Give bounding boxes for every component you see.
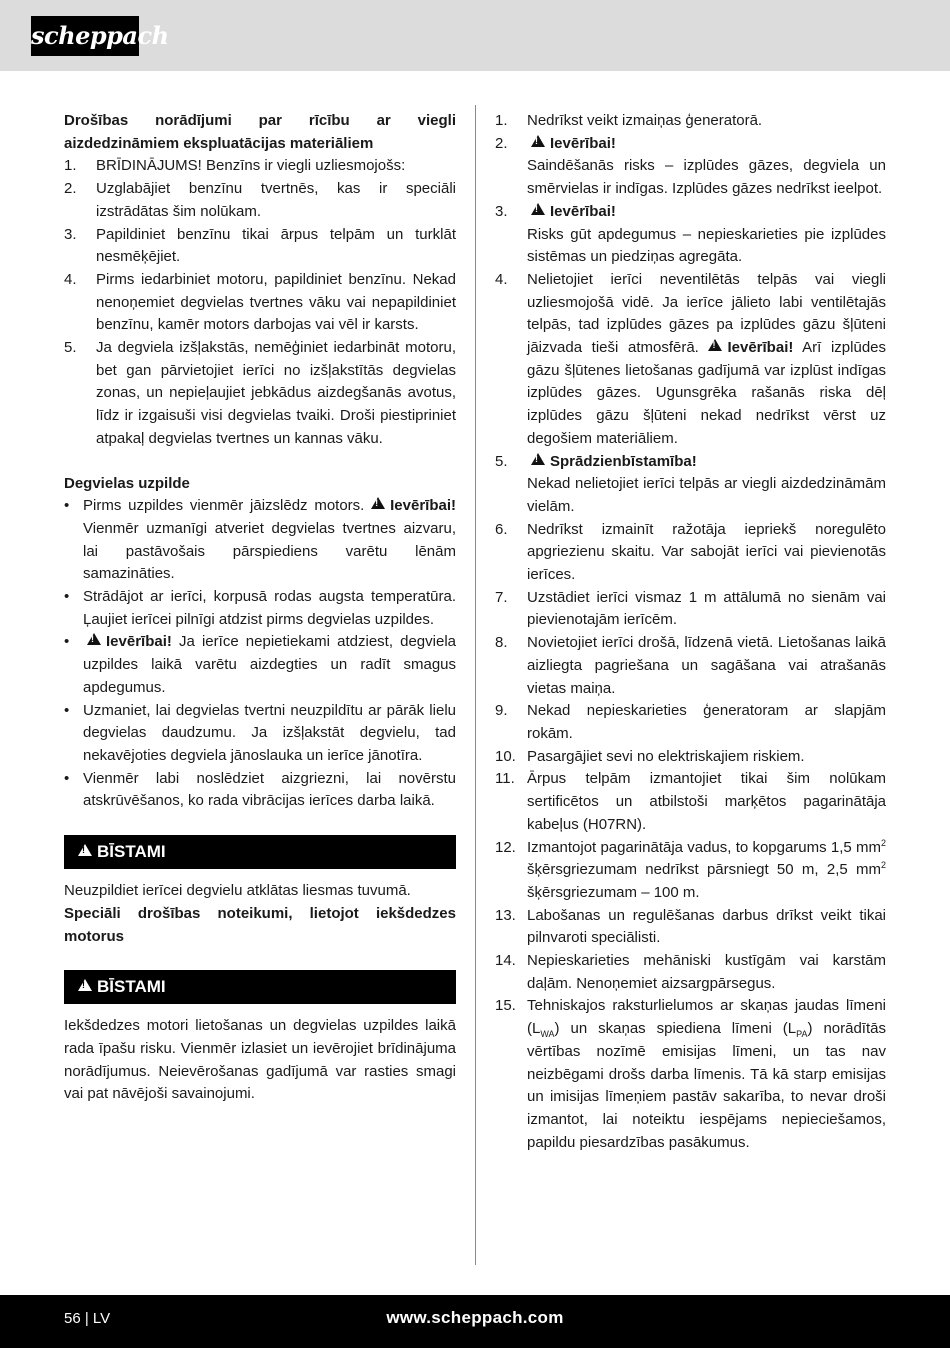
list-item: • Uzmaniet, lai degvielas tvertni neuzpildītu ar pārāk lielu degvielas daudzumu. Ja izšļakstāt degvielu, tad nekavējoties degviela jānoslauka un ierīce jānotīra. [64,701,456,764]
header-bar [0,0,950,71]
list-item: 2. Uzglabājiet benzīnu tvertnēs, kas ir speciāli izstrādātas šim nolūkam. [64,180,456,220]
list-item: 4. Pirms iedarbiniet motoru, papildiniet benzīnu. Nekad nenoņemiet degvielas tvertnes vāku vai nepapildiniet benzīnu, kamēr motors darbojas vai vēl ir karsts. [64,270,456,334]
list-item: 4. Nelietojiet ierīci neventilētās telpās vai viegli uzliesmojošā vidē. Ja ierīce jālieto labi ventilētajās telpās, tad izplūdes gāzes pa izplūdes gāzu šļūteni jāizvada tieši atmosfērā. !Ievērībai! Arī izplūdes gāzu šļūtenes lietošanas gadījumā var izplūst indīgas izplūdes gāzes. Ugunsgrēka rašanās riska dēļ izplūdes gāzu šļūteni nekad nedrīkst vērst uz degošiem materiāliem. [495,269,886,451]
warning-icon [371,497,385,509]
list-item: 6. Nedrīkst izmainīt ražotāja iepriekš noregulēto apgriezienu skaitu. Var sabojāt ierīci vai pievienotās ierīces. [495,520,886,584]
danger-text: Iekšdedzes motori lietošanas un degvielas uzpildes laikā rada īpašu risku. Vienmēr izlasiet un ievērojiet brīdinājuma norādījumus. Neievērošanas gadījumā var rasties smagi vai pat nāvējoši savainojumi. [64,1017,456,1103]
list-item: • Strādājot ar ierīci, korpusā rodas augsta temperatūra. Ļaujiet ierīcei pilnīgi atdzist pirms degvielas uzpildes. [64,588,456,628]
list-item: 11. Ārpus telpām izmantojiet tikai šim nolūkam sertificētos un atbilstoši marķētos pagarinātāja kabeļus (H07RN). [495,770,886,833]
footer-bar [0,1295,950,1348]
warning-icon [78,979,92,991]
list-item: 8. Novietojiet ierīci drošā, līdzenā vietā. Lietošanas laikā aizliegta pagriešana un sagāšana vai atrašanās vietas maiņa. [495,634,886,697]
warning-icon [78,844,92,856]
left-column [64,110,456,1106]
section-title-refuel: Degvielas uzpilde [64,474,190,492]
bullet-list-refuel [64,495,456,813]
list-item: 3. Papildiniet benzīnu tikai ārpus telpām un turklāt nesmēķējiet. [64,225,456,266]
list-item: 15. Tehniskajos raksturlielumos ar skaņas jaudas līmeni $(L_{WA})$ un skaņas spiediena līmeni $(L_{PA})$ norādītās vērtības nozīmē emisijas līmeni, un tas nav neizbēgami drošs darba līmenis. Tā kā starp emisijas un imisijas līmeņiem pastāv sakarība, to nevar droši izmantot, lai noteiktu iespējams nepieciešamos, papildu piesardzības pasākumus. [495,997,886,1151]
danger-text: Neuzpildiet ierīcei degvielu atklātas liesmas tuvumā. [64,882,411,900]
page-number: 56 | LV [64,1310,111,1327]
list-item: 10. Pasargājiet sevi no elektriskajiem riskiem. [495,747,805,765]
warning-icon [531,203,545,215]
danger-banner: !BĪSTAMI [64,835,456,869]
list-item: • Pirms uzpildes vienmēr jāizslēdz motors. !Ievērībai! Vienmēr uzmanīgi atveriet degvielas tvertnes aizvaru, lai pastāvošais pārspiediens varētu lēnām samazināties. [64,495,456,586]
list-item: 9. Nekad nepieskarieties ģeneratoram ar slapjām rokām. [495,702,886,742]
warning-icon [531,135,545,147]
numbered-list-flammable [64,155,456,450]
list-item: 1. BRĪDINĀJUMS! Benzīns ir viegli uzliesmojošs: [64,157,406,175]
list-item: • Vienmēr labi noslēdziet aizgriezni, lai novērstu atskrūvēšanos, ko rada vibrācijas ierīces darba laikā. [64,769,456,810]
list-item: 3. ! Ievērībai! Risks gūt apdegumus – nepieskarieties pie izplūdes sistēmas un piedziņas agregāta. [495,201,886,269]
warning-icon [708,339,722,351]
list-item: 1. Nedrīkst veikt izmaiņas ģeneratorā. [495,112,763,129]
list-item: • ! Ievērībai! Ja ierīce nepietiekami atdziest, degviela uzpildes laikā varētu aizdegties un radīt smagus apdegumus. [64,631,456,699]
list-item: 2. ! Ievērībai! Saindēšanās risks – izplūdes gāzes, degviela un smērvielas ir indīgas. Izplūdes gāzes nedrīkst ieelpot. [495,133,886,201]
warning-icon [531,453,545,465]
list-item: 14. Nepieskarieties mehāniski kustīgām vai karstām daļām. Nenoņemiet aizsargpārsegus. [495,952,886,992]
section-title-engines: Speciāli drošības noteikumi, lietojot iekšdedzes motorus [64,904,456,945]
warning-icon [87,633,101,645]
list-item: 5. ! Sprādzienbīstamība! Nekad nelietojiet ierīci telpās ar viegli aizdedzināmām vielām. [495,451,886,519]
right-column [495,110,886,1154]
list-item: 13. Labošanas un regulēšanas darbus drīkst veikt tikai pilnvaroti speciālisti. [495,906,886,947]
column-divider [475,105,476,1265]
list-item: 7. Uzstādiet ierīci vismaz 1 m attālumā no sienām vai pievienotajām ierīcēm. [495,588,886,629]
website-url: www.scheppach.com [386,1308,564,1327]
brand-logo: scheppach [31,16,139,56]
list-item: 5. Ja degviela izšļakstās, nemēģiniet iedarbināt motoru, bet gan pārvietojiet ierīci no izšļakstītās degvielas zonas, un nepieļaujiet jebkādus aizdegšanās avotus, līdz ir izgaisuši visi degvielas tvaiki. Droši piestipriniet atpakaļ degvielas tvertnes un kannas vāku. [64,339,456,447]
danger-banner: !BĪSTAMI [64,970,456,1004]
list-item: 12. Izmantojot pagarinātāja vadus, to kopgarums 1,5 $mm^2$ šķērsgriezumam nedrīkst pārsniegt 50 m, 2,5 $mm^2$ šķērsgriezumam – 100 m. [495,837,886,901]
section-title-flammable: Drošības norādījumi par rīcību ar viegli aizdedzināmiem ekspluatācijas materiāliem [64,112,456,152]
